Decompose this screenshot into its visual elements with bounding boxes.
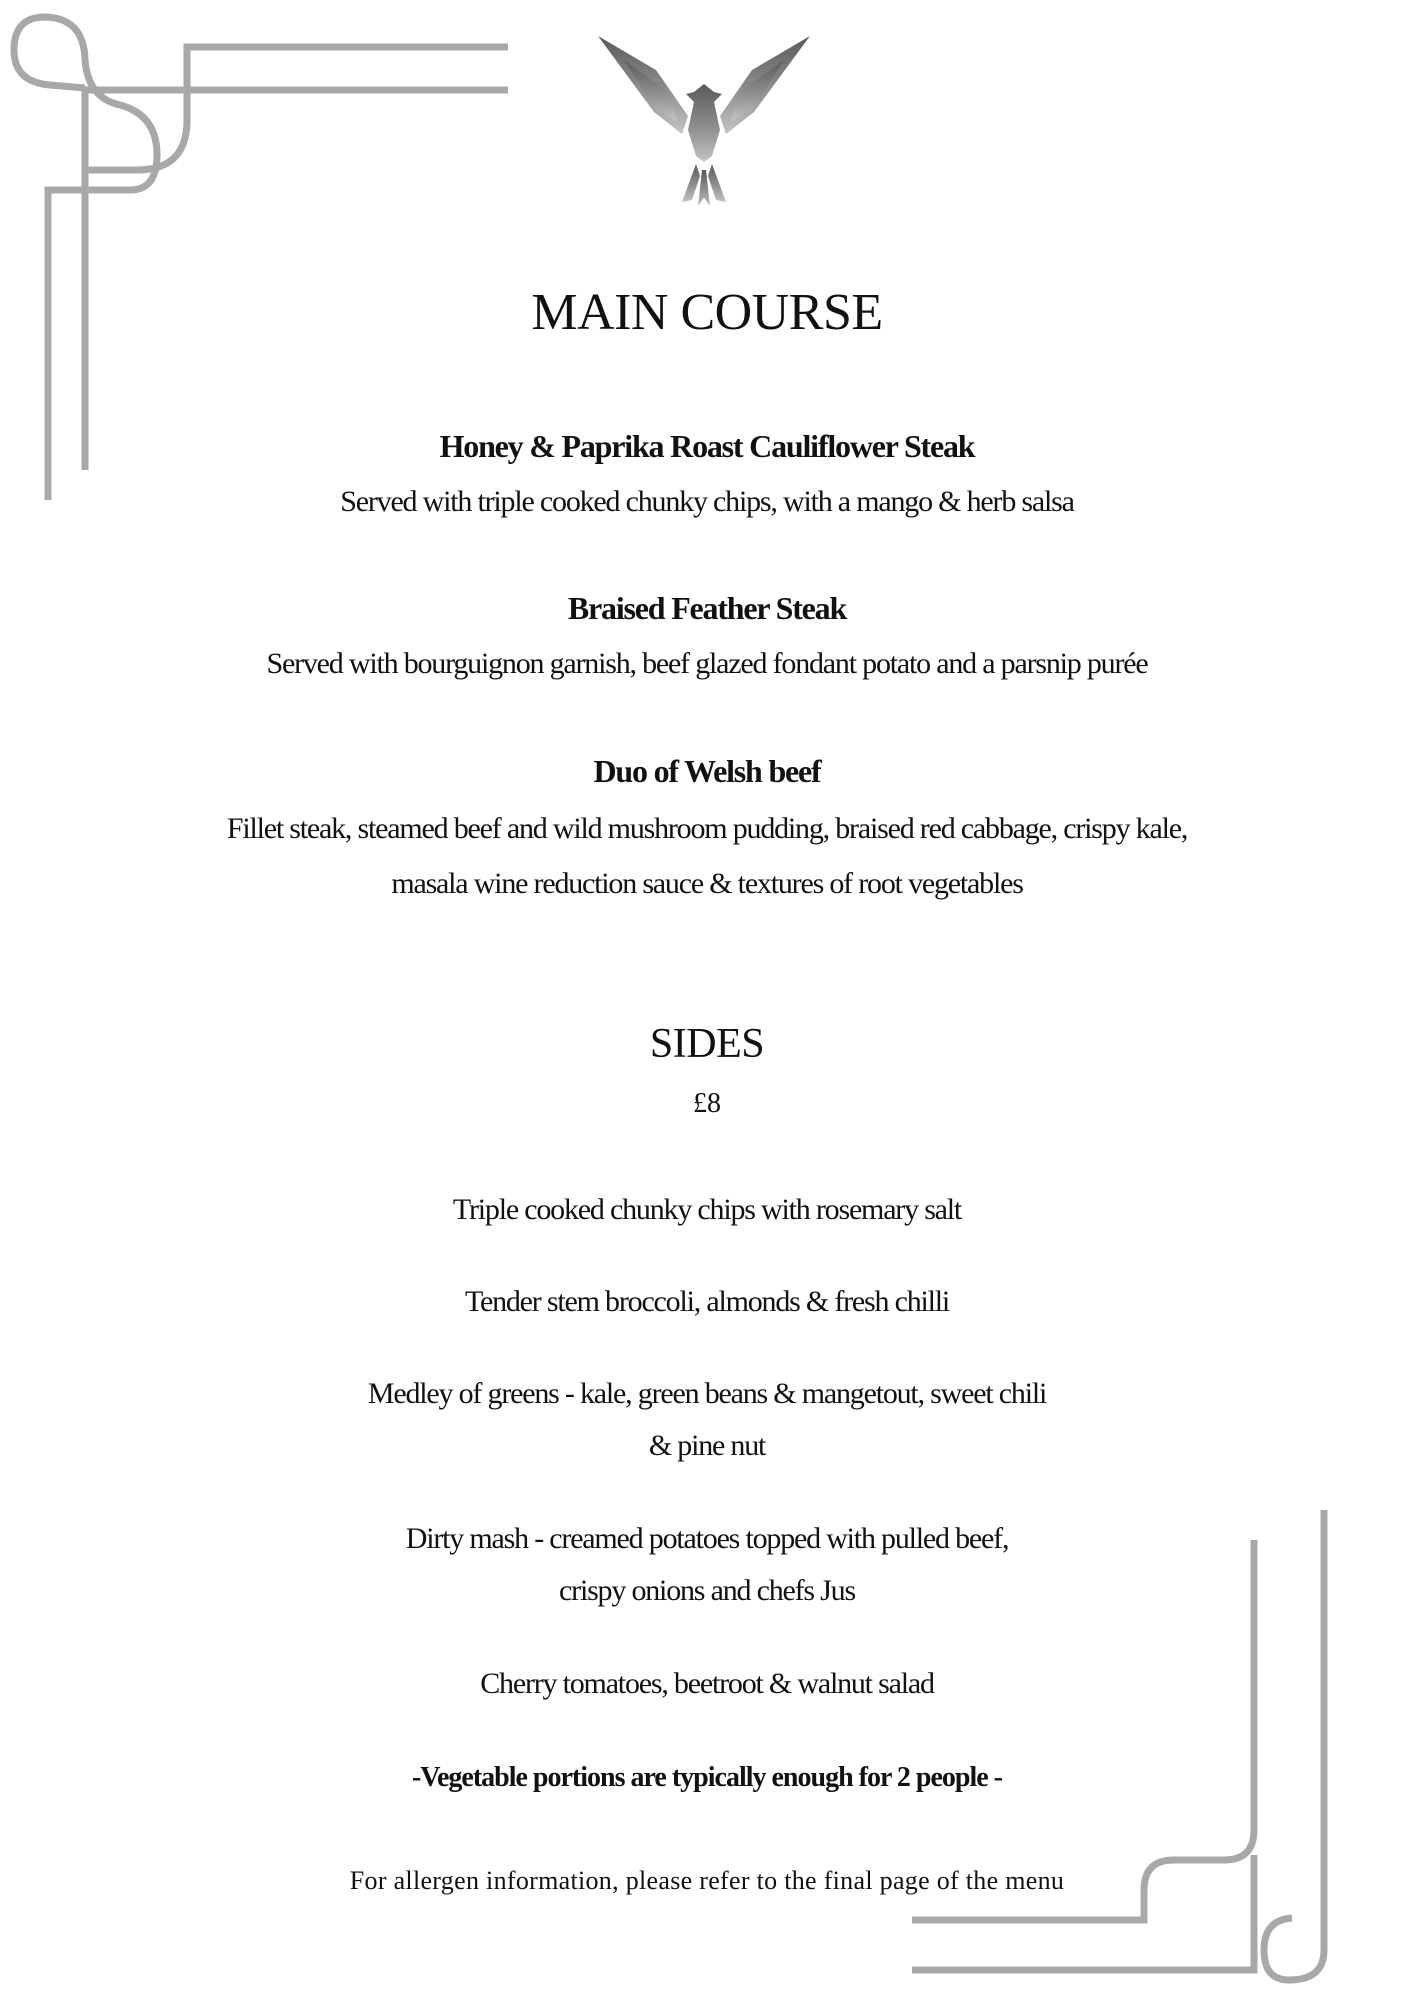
dish-description: Served with triple cooked chunky chips, with a mango & herb salsa (340, 485, 1074, 518)
main-course-heading: MAIN COURSE (531, 284, 883, 341)
dish-description: masala wine reduction sauce & textures of root vegetables (391, 867, 1023, 900)
portion-note: -Vegetable portions are typically enough for 2 people - (411, 1762, 1002, 1793)
side-item: crispy onions and chefs Jus (559, 1574, 855, 1607)
side-item: & pine nut (648, 1429, 766, 1462)
side-item: Tender stem broccoli, almonds & fresh chilli (464, 1285, 950, 1318)
side-item: Medley of greens - kale, green beans & mangetout, sweet chili (367, 1377, 1047, 1410)
eagle-emblem-icon (596, 30, 812, 210)
side-item: Triple cooked chunky chips with rosemary salt (452, 1193, 962, 1226)
dish-description: Fillet steak, steamed beef and wild mushroom pudding, braised red cabbage, crispy kale, (226, 812, 1188, 845)
dish-description: Served with bourguignon garnish, beef glazed fondant potato and a parsnip purée (266, 647, 1148, 680)
dish-name: Duo of Welsh beef (593, 753, 821, 789)
allergen-footer: For allergen information, please refer to the final page of the menu (349, 1866, 1065, 1895)
dish-name: Braised Feather Steak (567, 590, 847, 626)
sides-heading: SIDES (649, 1021, 765, 1067)
side-item: Cherry tomatoes, beetroot & walnut salad (480, 1667, 934, 1700)
dish-name: Honey & Paprika Roast Cauliflower Steak (439, 428, 975, 464)
side-item: Dirty mash - creamed potatoes topped with pulled beef, (405, 1522, 1009, 1555)
sides-price: £8 (693, 1088, 721, 1119)
